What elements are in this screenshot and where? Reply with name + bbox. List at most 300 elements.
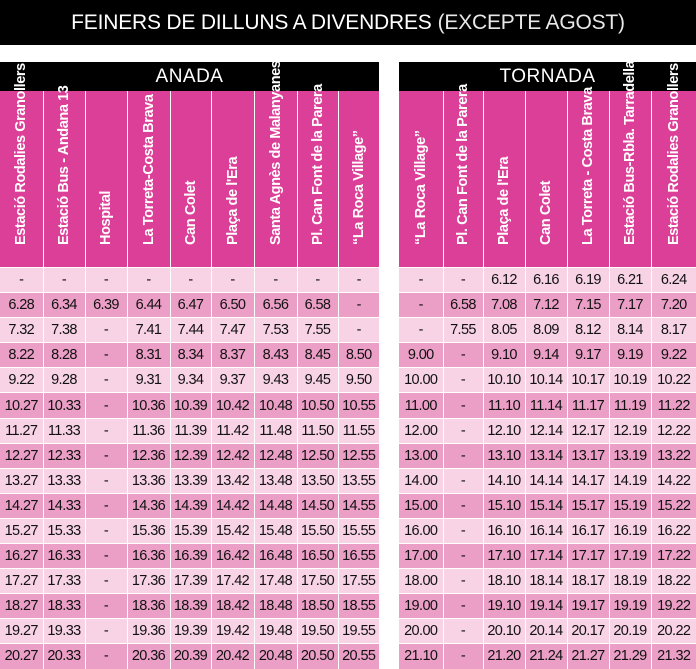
table-row: [399, 619, 696, 644]
time-cell: 16.27: [0, 544, 43, 569]
time-cell: 11.17: [567, 393, 609, 418]
time-cell: 14.00: [399, 468, 443, 493]
time-cell: 17.48: [254, 569, 297, 594]
time-cell: 14.48: [254, 493, 297, 518]
time-cell: 16.14: [525, 518, 567, 543]
table-row: [0, 393, 379, 418]
time-cell: 9.37: [211, 368, 254, 393]
table-row: [399, 318, 696, 343]
time-cell: 15.14: [525, 493, 567, 518]
table-row: [0, 268, 379, 293]
time-cell: 12.39: [170, 443, 211, 468]
time-cell: 19.36: [127, 619, 170, 644]
time-cell: -: [85, 268, 127, 293]
time-cell: -: [443, 393, 483, 418]
time-cell: 17.33: [43, 569, 85, 594]
time-cell: 18.50: [297, 594, 338, 619]
time-cell: 18.39: [170, 594, 211, 619]
time-cell: 10.10: [483, 368, 525, 393]
stop-name: La Torreta-Costa Brava: [140, 94, 157, 245]
tornada-stop-header: [651, 63, 696, 268]
time-cell: 10.27: [0, 393, 43, 418]
stop-name: Santa Agnès de Malanyanes: [267, 60, 284, 245]
table-row: [399, 594, 696, 619]
time-cell: 18.33: [43, 594, 85, 619]
stop-name: Estació Bus-Rbla. Tarradellas: [622, 52, 638, 245]
time-cell: 15.48: [254, 518, 297, 543]
table-row: [0, 544, 379, 569]
time-cell: 16.33: [43, 544, 85, 569]
stop-name: Estació Rodalies Granollers: [13, 63, 30, 245]
table-row: [399, 544, 696, 569]
time-cell: 16.42: [211, 544, 254, 569]
time-cell: 21.29: [609, 644, 651, 669]
time-cell: 10.33: [43, 393, 85, 418]
stop-name: Hospital: [98, 191, 114, 245]
stop-name: Estació Bus - Andana 13: [56, 85, 72, 245]
time-cell: 8.34: [170, 343, 211, 368]
time-cell: 8.28: [43, 343, 85, 368]
time-cell: -: [443, 443, 483, 468]
time-cell: 18.36: [127, 594, 170, 619]
time-cell: 18.19: [609, 569, 651, 594]
time-cell: 7.53: [254, 318, 297, 343]
time-cell: 20.22: [651, 619, 696, 644]
time-cell: 8.17: [651, 318, 696, 343]
time-cell: 17.19: [609, 544, 651, 569]
table-row: [0, 493, 379, 518]
stop-name: “La Roca Village”: [412, 130, 429, 245]
time-cell: 7.41: [127, 318, 170, 343]
time-cell: -: [443, 544, 483, 569]
time-cell: 14.27: [0, 493, 43, 518]
time-cell: 20.10: [483, 619, 525, 644]
time-cell: 11.55: [338, 418, 379, 443]
time-cell: 6.39: [85, 293, 127, 318]
time-cell: 8.09: [525, 318, 567, 343]
anada-stop-header: [85, 91, 127, 268]
table-row: [0, 644, 379, 669]
anada-stop-header: [254, 60, 297, 268]
time-cell: -: [399, 293, 443, 318]
time-cell: 16.00: [399, 518, 443, 543]
tornada-stop-header: [525, 91, 567, 268]
time-cell: 6.56: [254, 293, 297, 318]
time-cell: 14.10: [483, 468, 525, 493]
time-cell: 15.33: [43, 518, 85, 543]
table-row: [0, 619, 379, 644]
time-cell: 21.32: [651, 644, 696, 669]
table-row: [399, 268, 696, 293]
time-cell: 18.17: [567, 569, 609, 594]
anada-stop-header: [338, 91, 379, 268]
table-row: [0, 318, 379, 343]
time-cell: 16.19: [609, 518, 651, 543]
time-cell: 11.22: [651, 393, 696, 418]
time-cell: 13.00: [399, 443, 443, 468]
time-cell: 8.43: [254, 343, 297, 368]
time-cell: 8.05: [483, 318, 525, 343]
tornada-stop-header: [609, 52, 651, 268]
stop-name: Plaça de l'Era: [496, 156, 512, 245]
time-cell: 6.44: [127, 293, 170, 318]
time-cell: 12.19: [609, 418, 651, 443]
time-cell: 7.08: [483, 293, 525, 318]
stop-name: La Torreta - Costa Brava: [580, 87, 596, 245]
time-cell: 7.47: [211, 318, 254, 343]
time-cell: 20.39: [170, 644, 211, 669]
time-cell: 7.15: [567, 293, 609, 318]
time-cell: 6.58: [443, 293, 483, 318]
time-cell: 19.50: [297, 619, 338, 644]
time-cell: 10.39: [170, 393, 211, 418]
time-cell: 19.48: [254, 619, 297, 644]
time-cell: 14.55: [338, 493, 379, 518]
time-cell: 20.36: [127, 644, 170, 669]
time-cell: 19.10: [483, 594, 525, 619]
time-cell: 9.22: [0, 368, 43, 393]
time-cell: 16.48: [254, 544, 297, 569]
time-cell: 8.14: [609, 318, 651, 343]
time-cell: 19.14: [525, 594, 567, 619]
time-cell: -: [338, 318, 379, 343]
time-cell: 11.19: [609, 393, 651, 418]
time-cell: 8.12: [567, 318, 609, 343]
time-cell: 6.21: [609, 268, 651, 293]
time-cell: -: [85, 544, 127, 569]
time-cell: -: [85, 318, 127, 343]
time-cell: 8.22: [0, 343, 43, 368]
time-cell: 12.22: [651, 418, 696, 443]
time-cell: 14.22: [651, 468, 696, 493]
time-cell: -: [85, 343, 127, 368]
time-cell: 6.24: [651, 268, 696, 293]
time-cell: 16.22: [651, 518, 696, 543]
stop-name: Estació Rodalies Granollers: [665, 63, 682, 245]
time-cell: 9.17: [567, 343, 609, 368]
time-cell: 14.42: [211, 493, 254, 518]
time-cell: 20.17: [567, 619, 609, 644]
time-cell: 6.34: [43, 293, 85, 318]
time-cell: -: [399, 268, 443, 293]
tornada-stop-header: [399, 91, 443, 268]
stop-name: Can Colet: [538, 180, 554, 245]
time-cell: 8.50: [338, 343, 379, 368]
time-cell: 18.22: [651, 569, 696, 594]
time-cell: 12.55: [338, 443, 379, 468]
time-cell: -: [399, 318, 443, 343]
time-cell: 9.14: [525, 343, 567, 368]
time-cell: -: [85, 418, 127, 443]
stop-name: Pl. Can Font de la Parera: [309, 84, 326, 245]
time-cell: 11.33: [43, 418, 85, 443]
table-row: [399, 518, 696, 543]
tornada-heading: TORNADA: [399, 62, 696, 91]
time-cell: 12.00: [399, 418, 443, 443]
time-cell: -: [43, 268, 85, 293]
time-cell: 19.00: [399, 594, 443, 619]
table-row: [399, 569, 696, 594]
time-cell: -: [0, 268, 43, 293]
time-cell: 17.50: [297, 569, 338, 594]
time-cell: 18.48: [254, 594, 297, 619]
time-cell: 15.55: [338, 518, 379, 543]
table-row: [399, 468, 696, 493]
time-cell: 18.14: [525, 569, 567, 594]
anada-stop-header: [297, 84, 338, 268]
time-cell: 9.22: [651, 343, 696, 368]
time-cell: 10.50: [297, 393, 338, 418]
time-cell: 15.36: [127, 518, 170, 543]
time-cell: 11.27: [0, 418, 43, 443]
time-cell: -: [85, 619, 127, 644]
time-cell: 12.17: [567, 418, 609, 443]
time-cell: 15.42: [211, 518, 254, 543]
time-cell: 17.00: [399, 544, 443, 569]
time-cell: 9.43: [254, 368, 297, 393]
time-cell: 11.39: [170, 418, 211, 443]
time-cell: 7.32: [0, 318, 43, 343]
stop-name: “La Roca Village”: [350, 130, 367, 245]
title-main: FEINERS DE DILLUNS A DIVENDRES: [71, 10, 432, 34]
time-cell: 8.45: [297, 343, 338, 368]
time-cell: 13.48: [254, 468, 297, 493]
time-cell: 12.50: [297, 443, 338, 468]
time-cell: -: [443, 468, 483, 493]
time-cell: 21.10: [399, 644, 443, 669]
time-cell: -: [443, 418, 483, 443]
time-cell: 19.42: [211, 619, 254, 644]
time-cell: -: [85, 518, 127, 543]
time-cell: 15.27: [0, 518, 43, 543]
anada-heading: ANADA: [0, 62, 379, 91]
tornada-stop-header: [443, 84, 483, 268]
anada-stop-header: [0, 63, 43, 268]
time-cell: 21.20: [483, 644, 525, 669]
time-cell: 14.14: [525, 468, 567, 493]
time-cell: 9.19: [609, 343, 651, 368]
time-cell: -: [443, 368, 483, 393]
time-cell: 11.14: [525, 393, 567, 418]
time-cell: 14.33: [43, 493, 85, 518]
time-cell: 20.00: [399, 619, 443, 644]
time-cell: 6.16: [525, 268, 567, 293]
table-row: [399, 393, 696, 418]
time-cell: 13.55: [338, 468, 379, 493]
time-cell: 20.33: [43, 644, 85, 669]
time-cell: 15.50: [297, 518, 338, 543]
time-cell: 6.50: [211, 293, 254, 318]
time-cell: 9.50: [338, 368, 379, 393]
time-cell: -: [443, 569, 483, 594]
time-cell: 20.42: [211, 644, 254, 669]
time-cell: 9.28: [43, 368, 85, 393]
time-cell: -: [85, 594, 127, 619]
time-cell: 17.10: [483, 544, 525, 569]
time-cell: 19.22: [651, 594, 696, 619]
time-cell: 15.17: [567, 493, 609, 518]
tornada-stop-header: [483, 91, 525, 268]
table-row: [399, 644, 696, 669]
time-cell: 15.39: [170, 518, 211, 543]
table-row: [0, 443, 379, 468]
time-cell: 13.22: [651, 443, 696, 468]
time-cell: -: [85, 644, 127, 669]
time-cell: 7.44: [170, 318, 211, 343]
time-cell: 15.19: [609, 493, 651, 518]
time-cell: 13.27: [0, 468, 43, 493]
time-cell: 10.48: [254, 393, 297, 418]
time-cell: -: [443, 594, 483, 619]
time-cell: 17.55: [338, 569, 379, 594]
time-cell: -: [85, 393, 127, 418]
time-cell: 18.27: [0, 594, 43, 619]
time-cell: 11.00: [399, 393, 443, 418]
table-row: [0, 418, 379, 443]
table-row: [399, 368, 696, 393]
time-cell: 17.22: [651, 544, 696, 569]
time-cell: 20.14: [525, 619, 567, 644]
time-cell: 19.27: [0, 619, 43, 644]
anada-stop-header: [211, 91, 254, 268]
time-cell: 6.12: [483, 268, 525, 293]
anada-stop-header: [170, 91, 211, 268]
time-cell: 10.42: [211, 393, 254, 418]
time-cell: -: [85, 468, 127, 493]
time-cell: 13.33: [43, 468, 85, 493]
time-cell: 9.10: [483, 343, 525, 368]
time-cell: 15.22: [651, 493, 696, 518]
time-cell: 14.36: [127, 493, 170, 518]
time-cell: -: [170, 268, 211, 293]
time-cell: -: [443, 268, 483, 293]
table-row: [399, 418, 696, 443]
tornada-section: [399, 52, 696, 669]
time-cell: 13.10: [483, 443, 525, 468]
time-cell: 11.42: [211, 418, 254, 443]
table-row: [399, 493, 696, 518]
time-cell: 6.19: [567, 268, 609, 293]
time-cell: -: [85, 569, 127, 594]
time-cell: 13.19: [609, 443, 651, 468]
time-cell: 10.19: [609, 368, 651, 393]
time-cell: -: [443, 518, 483, 543]
time-cell: 13.14: [525, 443, 567, 468]
time-cell: 18.10: [483, 569, 525, 594]
time-cell: 12.10: [483, 418, 525, 443]
time-cell: 15.00: [399, 493, 443, 518]
page-title: [0, 0, 696, 45]
time-cell: 17.42: [211, 569, 254, 594]
time-cell: -: [443, 619, 483, 644]
time-cell: 10.00: [399, 368, 443, 393]
time-cell: 8.37: [211, 343, 254, 368]
time-cell: 14.39: [170, 493, 211, 518]
time-cell: 17.36: [127, 569, 170, 594]
time-cell: 19.39: [170, 619, 211, 644]
time-cell: -: [443, 343, 483, 368]
time-cell: 6.58: [297, 293, 338, 318]
time-cell: 12.42: [211, 443, 254, 468]
table-row: [399, 293, 696, 318]
time-cell: 14.19: [609, 468, 651, 493]
time-cell: 7.20: [651, 293, 696, 318]
anada-section: [0, 62, 379, 669]
time-cell: 12.27: [0, 443, 43, 468]
time-cell: 18.00: [399, 569, 443, 594]
time-cell: -: [297, 268, 338, 293]
time-cell: 19.17: [567, 594, 609, 619]
time-cell: 12.33: [43, 443, 85, 468]
time-cell: 11.10: [483, 393, 525, 418]
stop-name: Plaça de l'Era: [224, 156, 241, 245]
time-cell: 7.38: [43, 318, 85, 343]
time-cell: 10.22: [651, 368, 696, 393]
time-cell: 21.27: [567, 644, 609, 669]
time-cell: 10.55: [338, 393, 379, 418]
table-row: [0, 468, 379, 493]
time-cell: 10.36: [127, 393, 170, 418]
time-cell: 16.36: [127, 544, 170, 569]
table-row: [0, 569, 379, 594]
time-cell: 11.48: [254, 418, 297, 443]
time-cell: 17.39: [170, 569, 211, 594]
time-cell: 13.50: [297, 468, 338, 493]
time-cell: 10.14: [525, 368, 567, 393]
time-cell: -: [127, 268, 170, 293]
time-cell: 9.31: [127, 368, 170, 393]
time-cell: 15.10: [483, 493, 525, 518]
time-cell: -: [443, 644, 483, 669]
time-cell: 20.48: [254, 644, 297, 669]
time-cell: 20.50: [297, 644, 338, 669]
time-cell: -: [254, 268, 297, 293]
time-cell: 21.24: [525, 644, 567, 669]
time-cell: 17.27: [0, 569, 43, 594]
time-cell: 7.55: [443, 318, 483, 343]
stop-name: Pl. Can Font de la Parera: [455, 84, 471, 245]
table-row: [399, 443, 696, 468]
time-cell: 20.19: [609, 619, 651, 644]
anada-stop-header: [127, 91, 170, 268]
time-cell: 13.17: [567, 443, 609, 468]
time-cell: 16.55: [338, 544, 379, 569]
time-cell: 11.36: [127, 418, 170, 443]
time-cell: 7.17: [609, 293, 651, 318]
time-cell: 6.28: [0, 293, 43, 318]
time-cell: 19.55: [338, 619, 379, 644]
time-cell: 17.17: [567, 544, 609, 569]
table-row: [0, 518, 379, 543]
title-note: (EXCEPTE AGOST): [437, 10, 625, 34]
time-cell: -: [443, 493, 483, 518]
time-cell: 16.10: [483, 518, 525, 543]
time-cell: 13.39: [170, 468, 211, 493]
time-cell: -: [338, 293, 379, 318]
time-cell: -: [85, 493, 127, 518]
time-cell: 20.27: [0, 644, 43, 669]
table-row: [399, 343, 696, 368]
table-row: [0, 594, 379, 619]
time-cell: 16.39: [170, 544, 211, 569]
time-cell: 13.42: [211, 468, 254, 493]
table-row: [0, 293, 379, 318]
time-cell: 9.34: [170, 368, 211, 393]
time-cell: 10.17: [567, 368, 609, 393]
time-cell: 9.00: [399, 343, 443, 368]
stop-name: Can Colet: [182, 180, 199, 245]
time-cell: 17.14: [525, 544, 567, 569]
